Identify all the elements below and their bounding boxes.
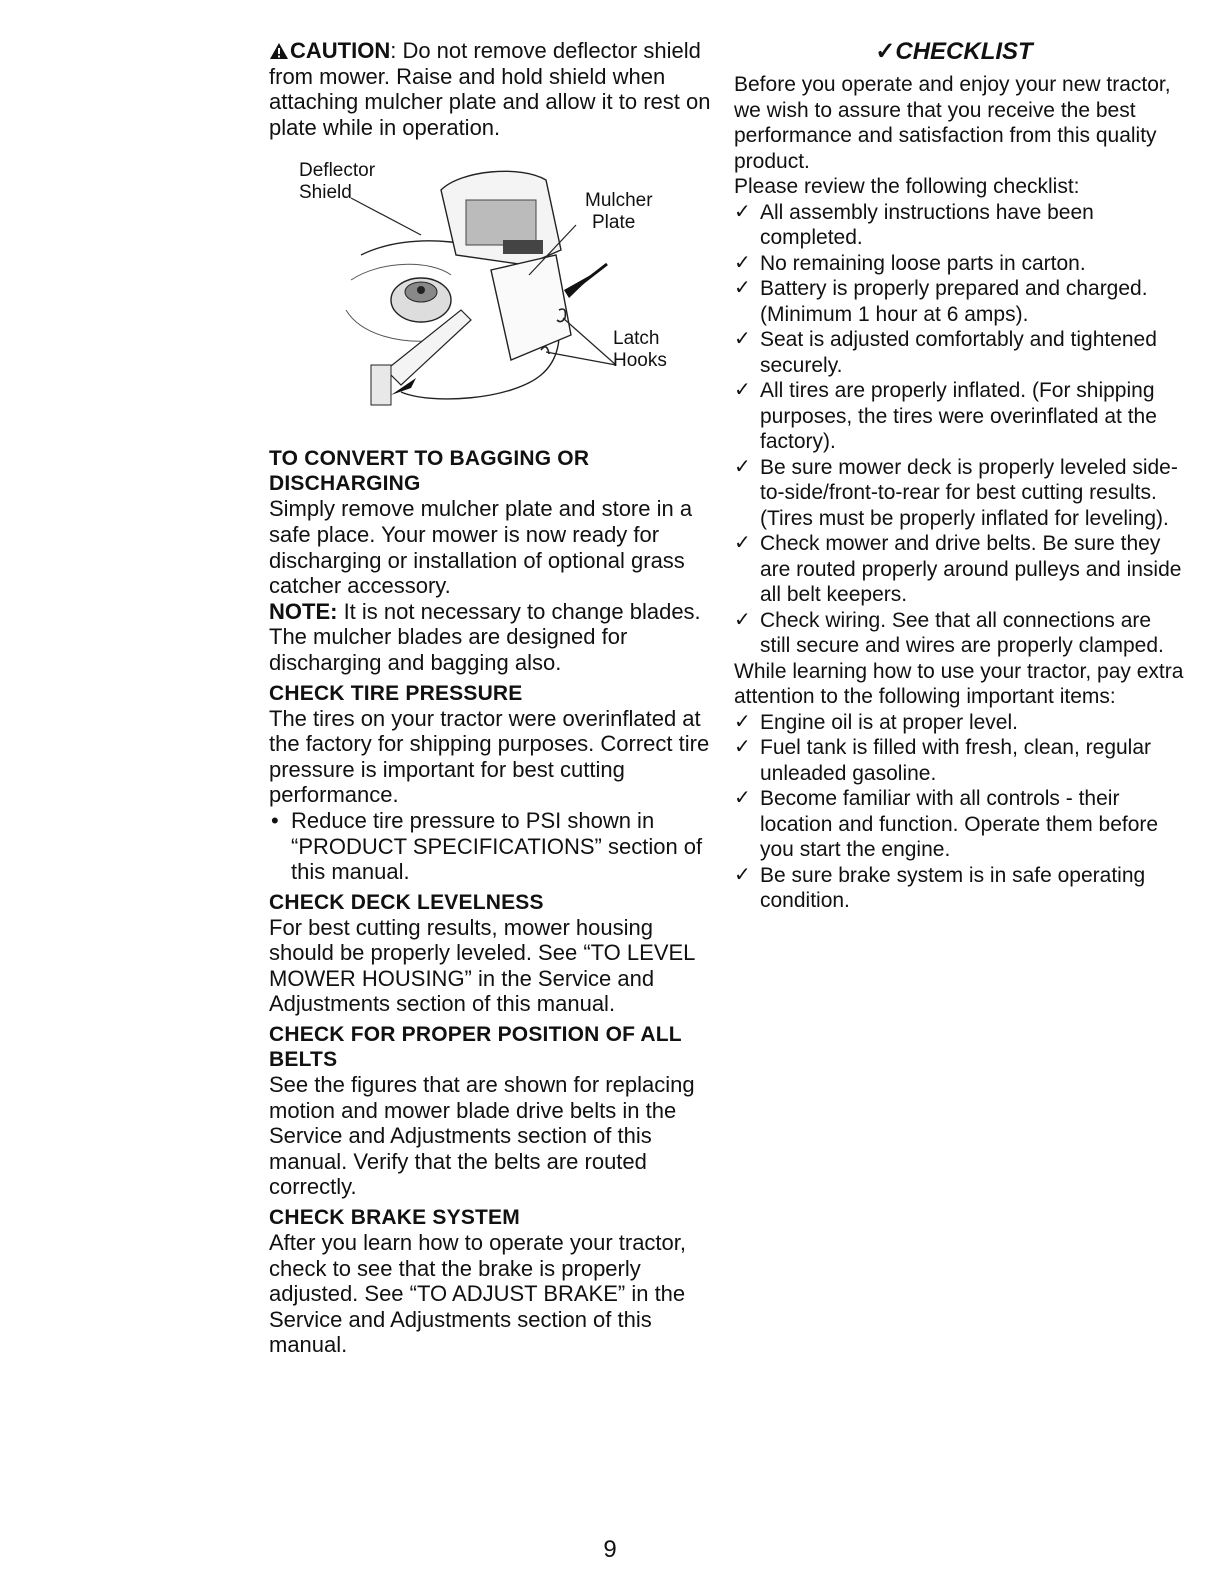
checkmark-icon: ✓ [734,787,751,809]
warning-triangle-icon [269,42,289,60]
checklist-item-text: No remaining loose parts in carton. [760,251,1086,275]
checklist-item-text: Be sure mower deck is properly leveled side-to-side/front-to-rear for best cutting results. (Tires must be properly inflated for leveling). [760,455,1178,530]
mulcher-plate-figure [291,160,701,430]
page-number: 9 [603,1536,617,1563]
checklist-item-text: Engine oil is at proper level. [760,710,1018,734]
shield-label: Shield [299,182,352,204]
checklist-title-text: CHECKLIST [895,38,1033,65]
deck-body: For best cutting results, mower housing should be properly leveled. See “TO LEVEL MOWER HOUSING” in the Service and Adjustments section of this manual. [269,914,695,1017]
caution-paragraph [269,38,719,140]
list-item [734,455,1184,532]
checklist-title [724,38,1184,66]
tire-heading: CHECK TIRE PRESSURE [269,681,523,705]
belts-body: See the figures that are shown for replacing motion and mower blade drive belts in the Service and Adjustments section of this manual. Verify that the belts are routed correctly. [269,1072,695,1200]
list-item [734,608,1184,659]
checklist-intro: Before you operate and enjoy your new tractor, we wish to assure that you receive the best performance and satisfaction from this quality product. [734,73,1171,173]
list-item [734,710,1184,736]
brake-body: After you learn how to operate your tractor, check to see that the brake is properly adjusted. See “TO ADJUST BRAKE” in the Service and Adjustments section of this manual. [269,1230,687,1358]
checkmark-icon: ✓ [875,38,896,65]
bullet-icon: • [271,807,279,833]
list-item [734,531,1184,608]
note-text: It is not necessary to change blades. The mulcher blades are designed for discharging and bagging also. [269,598,701,675]
deck-heading: CHECK DECK LEVELNESS [269,890,544,914]
checklist-item-text: Seat is adjusted comfortably and tightened securely. [760,328,1157,377]
checklist-item-text: Fuel tank is filled with fresh, clean, regular unleaded gasoline. [760,736,1152,785]
checklist-item-text: All tires are properly inflated. (For shipping purposes, the tires were overinflated at the factory). [760,379,1157,453]
checklist-item-text: All assembly instructions have been completed. [760,200,1094,249]
checkmark-icon: ✓ [734,455,751,478]
convert-section [269,446,719,675]
list-item [734,276,1184,327]
list-item [734,378,1184,455]
list-item [734,863,1184,914]
latch-label: Latch [613,328,660,350]
list-item [734,251,1184,277]
plate-label: Plate [592,212,636,234]
brake-heading: CHECK BRAKE SYSTEM [269,1206,520,1230]
convert-heading: TO CONVERT TO BAGGING OR DISCHARGING [269,447,590,496]
checklist-item-text: Check wiring. See that all connections are still secure and wires are properly clamped. [760,608,1164,657]
caution-text: : Do not remove deflector shield from mower. Raise and hold shield when attaching mulcher plate and allow it to rest on plate while in operation. [269,38,711,140]
checkmark-icon: ✓ [734,328,751,350]
checklist-item-text: Check mower and drive belts. Be sure they are routed properly around pulleys and inside all belt keepers. [760,532,1182,606]
list-item [269,808,719,885]
convert-body: Simply remove mulcher plate and store in a safe place. Your mower is now ready for discharging or installation of optional grass catcher accessory. [269,496,693,599]
checklist-item-text: Battery is properly prepared and charged.(Minimum 1 hour at 6 amps). [760,277,1148,326]
mulcher-label: Mulcher [585,190,653,212]
belts-heading: CHECK FOR PROPER POSITION OF ALL BELTS [269,1023,682,1072]
list-item [734,327,1184,378]
note-label: NOTE: [269,598,338,624]
checklist-item-text: Be sure brake system is in safe operating condition. [760,863,1146,912]
left-column [269,38,719,1358]
checklist-items-2 [734,710,1184,914]
brake-section [269,1205,719,1358]
list-item [734,735,1184,786]
checkmark-icon: ✓ [734,532,751,554]
tire-body: The tires on your tractor were overinflated at the factory for shipping purposes. Correct tire pressure is important for best cutting performance. [269,705,710,808]
checkmark-icon: ✓ [734,277,751,299]
tire-section [269,681,719,885]
checkmark-icon: ✓ [734,379,751,401]
belts-section [269,1022,719,1200]
list-item [734,200,1184,251]
hooks-label: Hooks [613,350,667,372]
deflector-label: Deflector [299,160,376,182]
checklist-learning: While learning how to use your tractor, pay extra attention to the following important items: [734,659,1184,708]
list-item [734,786,1184,863]
convert-note [269,599,719,676]
checklist-items [734,200,1184,659]
tire-bullet-text: Reduce tire pressure to PSI shown in “PRODUCT SPECIFICATIONS” section of this manual. [291,807,703,885]
checklist-review: Please review the following checklist: [734,175,1080,198]
deck-section [269,890,719,1017]
checkmark-icon: ✓ [734,710,751,733]
checkmark-icon: ✓ [734,251,751,274]
checkmark-icon: ✓ [734,736,751,758]
tire-bullets [269,808,719,885]
checkmark-icon: ✓ [734,608,751,631]
right-column [734,38,1184,914]
caution-label: CAUTION [290,38,391,63]
checkmark-icon: ✓ [734,200,751,223]
checklist-item-text: Become familiar with all controls - their location and function. Operate them before you start the engine. [760,787,1159,861]
checkmark-icon: ✓ [734,863,751,886]
